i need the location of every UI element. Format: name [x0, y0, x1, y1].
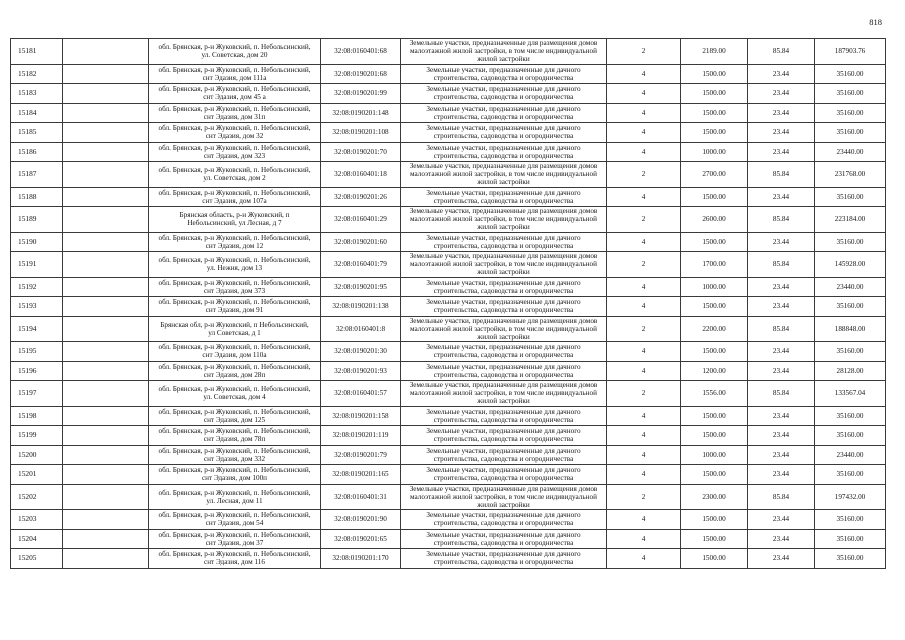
cadastral-value: 133567.04	[815, 381, 886, 407]
row-number: 15188	[11, 187, 63, 207]
row-number: 15194	[11, 316, 63, 342]
rate: 23.44	[748, 529, 815, 549]
category: 2	[607, 316, 681, 342]
table-row	[11, 232, 886, 252]
rate: 85.84	[748, 252, 815, 278]
row-number: 15193	[11, 297, 63, 317]
table-row	[11, 342, 886, 362]
table-body	[11, 39, 886, 569]
category: 4	[607, 187, 681, 207]
cadastral-value: 23440.00	[815, 142, 886, 162]
table-row	[11, 361, 886, 381]
address: обл. Брянская, р-н Жуковский, п. Небольсинский, снт Эдазия, дом 28п	[149, 361, 321, 381]
empty-cell	[63, 465, 149, 485]
table-row	[11, 252, 886, 278]
cadastral-value: 223184.00	[815, 207, 886, 233]
address: обл. Брянская, р-н Жуковский, п. Небольсинский, снт Эдазия, дом 323	[149, 142, 321, 162]
address: обл. Брянская, р-н Жуковский, п. Небольсинский, снт Эдазия, дом 332	[149, 445, 321, 465]
rate: 23.44	[748, 64, 815, 84]
address: обл. Брянская, р-н Жуковский, п. Небольсинский, ул. Советская, дом 2	[149, 162, 321, 188]
land-use-type: Земельные участки, предназначенные для размещения домов малоэтажной жилой застройки, в том числе индивидуальной жилой застройки	[401, 316, 607, 342]
empty-cell	[63, 64, 149, 84]
area: 2200.00	[681, 316, 748, 342]
address: обл. Брянская, р-н Жуковский, п. Небольсинский, снт Эдазия, дом 100п	[149, 465, 321, 485]
area: 1500.00	[681, 406, 748, 426]
cadastral-value: 35160.00	[815, 232, 886, 252]
area: 1500.00	[681, 549, 748, 569]
category: 4	[607, 123, 681, 143]
address: обл. Брянская, р-н Жуковский, п. Небольсинский, снт Эдазия, дом 78п	[149, 426, 321, 446]
land-use-type: Земельные участки, предназначенные для размещения домов малоэтажной жилой застройки, в том числе индивидуальной жилой застройки	[401, 252, 607, 278]
row-number: 15191	[11, 252, 63, 278]
rate: 85.84	[748, 162, 815, 188]
cadastral-number: 32:08:0190201:65	[321, 529, 401, 549]
rate: 23.44	[748, 361, 815, 381]
rate: 23.44	[748, 123, 815, 143]
empty-cell	[63, 529, 149, 549]
land-use-type: Земельные участки, предназначенные для дачного строительства, садоводства и огородничества	[401, 64, 607, 84]
land-registry-table	[10, 38, 886, 569]
empty-cell	[63, 361, 149, 381]
cadastral-value: 35160.00	[815, 510, 886, 530]
area: 1500.00	[681, 297, 748, 317]
area: 1500.00	[681, 103, 748, 123]
empty-cell	[63, 484, 149, 510]
row-number: 15196	[11, 361, 63, 381]
empty-cell	[63, 277, 149, 297]
row-number: 15203	[11, 510, 63, 530]
category: 4	[607, 445, 681, 465]
address: обл. Брянская, р-н Жуковский, п. Небольсинский, снт Эдазия, дом 32	[149, 123, 321, 143]
row-number: 15204	[11, 529, 63, 549]
area: 1500.00	[681, 342, 748, 362]
row-number: 15185	[11, 123, 63, 143]
row-number: 15202	[11, 484, 63, 510]
row-number: 15186	[11, 142, 63, 162]
cadastral-number: 32:08:0160401:79	[321, 252, 401, 278]
address: обл. Брянская, р-н Жуковский, п. Небольсинский, снт Эдазия, дом 111а	[149, 64, 321, 84]
cadastral-value: 23440.00	[815, 277, 886, 297]
category: 4	[607, 277, 681, 297]
cadastral-number: 32:08:0190201:99	[321, 84, 401, 104]
cadastral-value: 35160.00	[815, 297, 886, 317]
table-row	[11, 142, 886, 162]
area: 2600.00	[681, 207, 748, 233]
row-number: 15199	[11, 426, 63, 446]
table-row	[11, 484, 886, 510]
empty-cell	[63, 187, 149, 207]
address: обл. Брянская, р-н Жуковский, п. Небольсинский, снт Эдазия, дом 107а	[149, 187, 321, 207]
category: 4	[607, 549, 681, 569]
rate: 23.44	[748, 510, 815, 530]
table-row	[11, 510, 886, 530]
rate: 23.44	[748, 465, 815, 485]
row-number: 15201	[11, 465, 63, 485]
rate: 23.44	[748, 187, 815, 207]
empty-cell	[63, 342, 149, 362]
empty-cell	[63, 510, 149, 530]
category: 4	[607, 84, 681, 104]
row-number: 15187	[11, 162, 63, 188]
category: 4	[607, 232, 681, 252]
empty-cell	[63, 39, 149, 65]
cadastral-number: 32:08:0190201:70	[321, 142, 401, 162]
cadastral-number: 32:08:0160401:57	[321, 381, 401, 407]
area: 1500.00	[681, 529, 748, 549]
cadastral-number: 32:08:0190201:119	[321, 426, 401, 446]
cadastral-value: 35160.00	[815, 406, 886, 426]
cadastral-value: 23440.00	[815, 445, 886, 465]
area: 1200.00	[681, 361, 748, 381]
empty-cell	[63, 123, 149, 143]
empty-cell	[63, 84, 149, 104]
category: 4	[607, 406, 681, 426]
land-use-type: Земельные участки, предназначенные для дачного строительства, садоводства и огородничества	[401, 342, 607, 362]
area: 1500.00	[681, 232, 748, 252]
rate: 85.84	[748, 316, 815, 342]
address: обл. Брянская, р-н Жуковский, п. Небольсинский, снт Эдазия, дом 91	[149, 297, 321, 317]
land-use-type: Земельные участки, предназначенные для дачного строительства, садоводства и огородничества	[401, 510, 607, 530]
land-use-type: Земельные участки, предназначенные для дачного строительства, садоводства и огородничества	[401, 465, 607, 485]
cadastral-value: 197432.00	[815, 484, 886, 510]
rate: 23.44	[748, 232, 815, 252]
table-row	[11, 297, 886, 317]
row-number: 15195	[11, 342, 63, 362]
category: 4	[607, 142, 681, 162]
rate: 23.44	[748, 297, 815, 317]
cadastral-number: 32:08:0160401:29	[321, 207, 401, 233]
empty-cell	[63, 426, 149, 446]
table-row	[11, 406, 886, 426]
table-row	[11, 316, 886, 342]
rate: 85.84	[748, 381, 815, 407]
area: 1500.00	[681, 187, 748, 207]
cadastral-number: 32:08:0190201:68	[321, 64, 401, 84]
area: 1500.00	[681, 123, 748, 143]
land-use-type: Земельные участки, предназначенные для дачного строительства, садоводства и огородничества	[401, 549, 607, 569]
cadastral-number: 32:08:0160401:18	[321, 162, 401, 188]
category: 4	[607, 465, 681, 485]
empty-cell	[63, 549, 149, 569]
land-use-type: Земельные участки, предназначенные для дачного строительства, садоводства и огородничества	[401, 84, 607, 104]
address: обл. Брянская, р-н Жуковский, п. Небольсинский, снт Эдазия, дом 54	[149, 510, 321, 530]
category: 2	[607, 39, 681, 65]
cadastral-number: 32:08:0190201:26	[321, 187, 401, 207]
address: Брянская обл, р-н Жуковский, п Небольсинский, ул Советская, д 1	[149, 316, 321, 342]
land-use-type: Земельные участки, предназначенные для дачного строительства, садоводства и огородничества	[401, 297, 607, 317]
land-use-type: Земельные участки, предназначенные для размещения домов малоэтажной жилой застройки, в том числе индивидуальной жилой застройки	[401, 381, 607, 407]
cadastral-number: 32:08:0160401:8	[321, 316, 401, 342]
land-use-type: Земельные участки, предназначенные для дачного строительства, садоводства и огородничества	[401, 232, 607, 252]
row-number: 15184	[11, 103, 63, 123]
row-number: 15183	[11, 84, 63, 104]
land-use-type: Земельные участки, предназначенные для дачного строительства, садоводства и огородничества	[401, 361, 607, 381]
cadastral-number: 32:08:0190201:170	[321, 549, 401, 569]
cadastral-number: 32:08:0190201:95	[321, 277, 401, 297]
rate: 85.84	[748, 207, 815, 233]
land-use-type: Земельные участки, предназначенные для дачного строительства, садоводства и огородничества	[401, 187, 607, 207]
cadastral-number: 32:08:0190201:158	[321, 406, 401, 426]
empty-cell	[63, 381, 149, 407]
address: обл. Брянская, р-н Жуковский, п. Небольсинский, ул. Советская, дом 20	[149, 39, 321, 65]
row-number: 15197	[11, 381, 63, 407]
land-use-type: Земельные участки, предназначенные для дачного строительства, садоводства и огородничества	[401, 426, 607, 446]
area: 1556.00	[681, 381, 748, 407]
cadastral-number: 32:08:0190201:148	[321, 103, 401, 123]
table-row	[11, 381, 886, 407]
land-use-type: Земельные участки, предназначенные для дачного строительства, садоводства и огородничества	[401, 529, 607, 549]
table-row	[11, 529, 886, 549]
rate: 23.44	[748, 342, 815, 362]
cadastral-value: 35160.00	[815, 187, 886, 207]
cadastral-number: 32:08:0190201:138	[321, 297, 401, 317]
rate: 23.44	[748, 103, 815, 123]
rate: 85.84	[748, 39, 815, 65]
cadastral-value: 187903.76	[815, 39, 886, 65]
address: обл. Брянская, р-н Жуковский, п. Небольсинский, снт Эдазия, дом 110а	[149, 342, 321, 362]
category: 2	[607, 381, 681, 407]
land-use-type: Земельные участки, предназначенные для размещения домов малоэтажной жилой застройки, в том числе индивидуальной жилой застройки	[401, 39, 607, 65]
table-row	[11, 162, 886, 188]
row-number: 15190	[11, 232, 63, 252]
rate: 23.44	[748, 406, 815, 426]
address: обл. Брянская, р-н Жуковский, п. Небольсинский, снт Эдазия, дом 125	[149, 406, 321, 426]
empty-cell	[63, 103, 149, 123]
cadastral-value: 35160.00	[815, 64, 886, 84]
area: 1500.00	[681, 84, 748, 104]
category: 4	[607, 64, 681, 84]
area: 1500.00	[681, 510, 748, 530]
category: 2	[607, 162, 681, 188]
cadastral-value: 28128.00	[815, 361, 886, 381]
land-use-type: Земельные участки, предназначенные для дачного строительства, садоводства и огородничества	[401, 406, 607, 426]
page-number: 818	[869, 17, 882, 27]
rate: 23.44	[748, 84, 815, 104]
cadastral-number: 32:08:0160401:31	[321, 484, 401, 510]
rate: 23.44	[748, 426, 815, 446]
table-row	[11, 39, 886, 65]
category: 4	[607, 342, 681, 362]
table-row	[11, 103, 886, 123]
area: 1000.00	[681, 445, 748, 465]
category: 2	[607, 252, 681, 278]
cadastral-value: 35160.00	[815, 549, 886, 569]
land-use-type: Земельные участки, предназначенные для дачного строительства, садоводства и огородничества	[401, 277, 607, 297]
category: 2	[607, 207, 681, 233]
row-number: 15205	[11, 549, 63, 569]
row-number: 15192	[11, 277, 63, 297]
address: обл. Брянская, р-н Жуковский, п. Небольсинский, ул. Лесная, дом 11	[149, 484, 321, 510]
row-number: 15181	[11, 39, 63, 65]
cadastral-value: 35160.00	[815, 465, 886, 485]
category: 4	[607, 103, 681, 123]
empty-cell	[63, 297, 149, 317]
category: 4	[607, 361, 681, 381]
row-number: 15189	[11, 207, 63, 233]
address: обл. Брянская, р-н Жуковский, п. Небольсинский, снт Эдазия, дом 373	[149, 277, 321, 297]
rate: 23.44	[748, 277, 815, 297]
address: обл. Брянская, р-н Жуковский, п. Небольсинский, ул. Нежня, дом 13	[149, 252, 321, 278]
category: 4	[607, 426, 681, 446]
address: обл. Брянская, р-н Жуковский, п. Небольсинский, снт Эдазия, дом 31п	[149, 103, 321, 123]
empty-cell	[63, 207, 149, 233]
cadastral-value: 231768.00	[815, 162, 886, 188]
empty-cell	[63, 252, 149, 278]
cadastral-value: 188848.00	[815, 316, 886, 342]
cadastral-number: 32:08:0160401:68	[321, 39, 401, 65]
area: 2300.00	[681, 484, 748, 510]
cadastral-value: 35160.00	[815, 123, 886, 143]
table-row	[11, 426, 886, 446]
category: 4	[607, 297, 681, 317]
cadastral-value: 35160.00	[815, 342, 886, 362]
land-use-type: Земельные участки, предназначенные для дачного строительства, садоводства и огородничества	[401, 103, 607, 123]
cadastral-number: 32:08:0190201:90	[321, 510, 401, 530]
cadastral-number: 32:08:0190201:60	[321, 232, 401, 252]
cadastral-number: 32:08:0190201:30	[321, 342, 401, 362]
rate: 23.44	[748, 445, 815, 465]
rate: 85.84	[748, 484, 815, 510]
table-row	[11, 123, 886, 143]
area: 1000.00	[681, 277, 748, 297]
table-row	[11, 549, 886, 569]
row-number: 15198	[11, 406, 63, 426]
cadastral-value: 35160.00	[815, 426, 886, 446]
land-use-type: Земельные участки, предназначенные для дачного строительства, садоводства и огородничества	[401, 123, 607, 143]
land-use-type: Земельные участки, предназначенные для размещения домов малоэтажной жилой застройки, в том числе индивидуальной жилой застройки	[401, 207, 607, 233]
empty-cell	[63, 142, 149, 162]
table-row	[11, 277, 886, 297]
land-use-type: Земельные участки, предназначенные для дачного строительства, садоводства и огородничества	[401, 142, 607, 162]
rate: 23.44	[748, 142, 815, 162]
address: Брянская область, р-н Жуковский, п Небольсинский, ул Лесная, д 7	[149, 207, 321, 233]
category: 2	[607, 484, 681, 510]
address: обл. Брянская, р-н Жуковский, п. Небольсинский, снт Эдазия, дом 45 а	[149, 84, 321, 104]
cadastral-number: 32:08:0190201:79	[321, 445, 401, 465]
cadastral-value: 35160.00	[815, 103, 886, 123]
address: обл. Брянская, р-н Жуковский, п. Небольсинский, снт Эдазия, дом 116	[149, 549, 321, 569]
area: 1500.00	[681, 64, 748, 84]
empty-cell	[63, 162, 149, 188]
cadastral-number: 32:08:0190201:93	[321, 361, 401, 381]
area: 1000.00	[681, 142, 748, 162]
category: 4	[607, 529, 681, 549]
cadastral-number: 32:08:0190201:165	[321, 465, 401, 485]
category: 4	[607, 510, 681, 530]
area: 2700.00	[681, 162, 748, 188]
land-use-type: Земельные участки, предназначенные для дачного строительства, садоводства и огородничества	[401, 445, 607, 465]
land-use-type: Земельные участки, предназначенные для размещения домов малоэтажной жилой застройки, в том числе индивидуальной жилой застройки	[401, 162, 607, 188]
table-row	[11, 84, 886, 104]
empty-cell	[63, 232, 149, 252]
cadastral-number: 32:08:0190201:108	[321, 123, 401, 143]
address: обл. Брянская, р-н Жуковский, п. Небольсинский, ул. Советская, дом 4	[149, 381, 321, 407]
cadastral-value: 35160.00	[815, 84, 886, 104]
empty-cell	[63, 445, 149, 465]
cadastral-value: 35160.00	[815, 529, 886, 549]
cadastral-value: 145928.00	[815, 252, 886, 278]
area: 2189.00	[681, 39, 748, 65]
table-row	[11, 445, 886, 465]
area: 1700.00	[681, 252, 748, 278]
empty-cell	[63, 406, 149, 426]
row-number: 15182	[11, 64, 63, 84]
address: обл. Брянская, р-н Жуковский, п. Небольсинский, снт Эдазия, дом 12	[149, 232, 321, 252]
area: 1500.00	[681, 426, 748, 446]
row-number: 15200	[11, 445, 63, 465]
address: обл. Брянская, р-н Жуковский, п. Небольсинский, снт Эдазия, дом 37	[149, 529, 321, 549]
table-row	[11, 207, 886, 233]
empty-cell	[63, 316, 149, 342]
area: 1500.00	[681, 465, 748, 485]
table-row	[11, 187, 886, 207]
land-use-type: Земельные участки, предназначенные для размещения домов малоэтажной жилой застройки, в том числе индивидуальной жилой застройки	[401, 484, 607, 510]
table-row	[11, 465, 886, 485]
rate: 23.44	[748, 549, 815, 569]
table-row	[11, 64, 886, 84]
